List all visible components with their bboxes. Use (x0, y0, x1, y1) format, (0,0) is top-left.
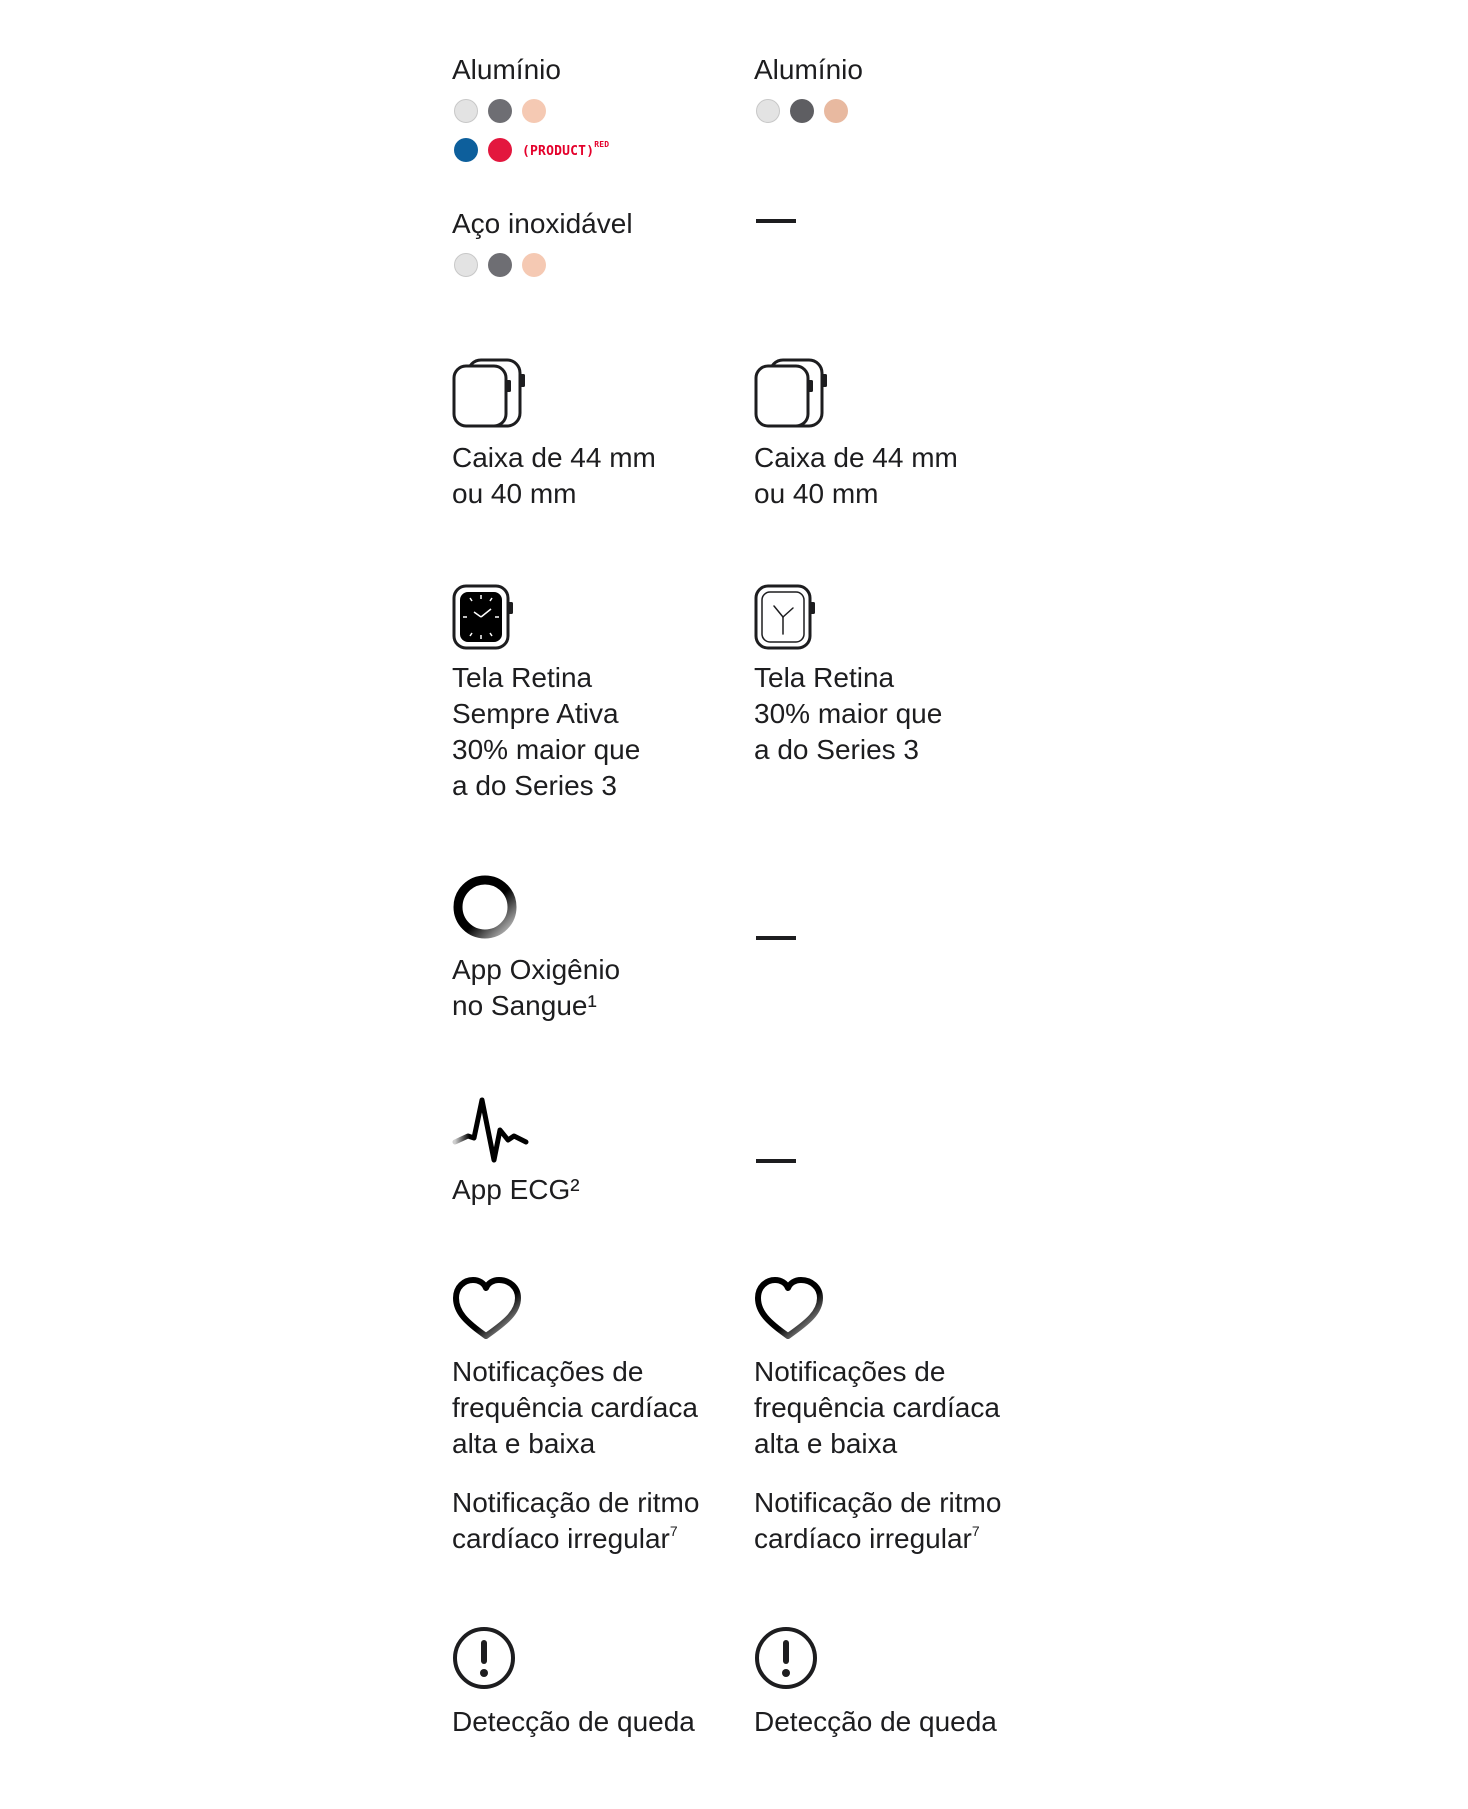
space-gray-swatch[interactable] (488, 99, 512, 123)
aluminum-swatches-row-2 (454, 138, 609, 162)
ecg-icon (452, 1094, 532, 1164)
gold-swatch[interactable] (824, 99, 848, 123)
blood-oxygen-text: App Oxigênio no Sangue¹ (452, 954, 621, 1021)
heart-rate-text-block (452, 1354, 742, 1462)
irregular-rhythm-block (754, 1485, 1044, 1557)
irregular-rhythm-text: Notificação de ritmo cardíaco irregular$^7$ (452, 1487, 700, 1554)
silver-swatch[interactable] (756, 99, 780, 123)
gold-swatch[interactable] (522, 253, 546, 277)
ecg-text: App ECG² (452, 1174, 580, 1205)
display-text-block (754, 660, 1044, 768)
fall-detection-icon (754, 1626, 824, 1696)
not-available-dash (756, 936, 796, 940)
blue-swatch[interactable] (454, 138, 478, 162)
footnote-marker[interactable]: 7 (971, 1523, 980, 1539)
aluminum-finish-group (452, 52, 742, 88)
fall-detection-text: Detecção de queda (452, 1706, 695, 1737)
ecg-text-block (452, 1172, 742, 1208)
fall-detection-text: Detecção de queda (754, 1706, 997, 1737)
watch-case-size-icon (754, 358, 830, 430)
retina-display-icon (754, 584, 816, 650)
gold-swatch[interactable] (522, 99, 546, 123)
steel-label: Aço inoxidável (452, 208, 633, 239)
aluminum-swatches-row-1 (454, 99, 556, 123)
irregular-rhythm-text: Notificação de ritmo cardíaco irregular$^7$ (754, 1487, 1002, 1554)
display-text-block (452, 660, 742, 804)
space-gray-swatch[interactable] (790, 99, 814, 123)
footnote-marker[interactable]: 7 (669, 1523, 678, 1539)
fall-detection-text-block (754, 1704, 1044, 1740)
display-text: Tela Retina Sempre Ativa 30% maior que a do Series 3 (452, 662, 641, 801)
fall-detection-text-block (452, 1704, 742, 1740)
product-red-logo: (PRODUCT)$^{RED}$ (522, 139, 610, 159)
heart-icon (452, 1276, 524, 1342)
aluminum-swatches (756, 99, 858, 123)
heart-rate-text: Notificações de frequência cardíaca alta e baixa (754, 1356, 1000, 1459)
watch-case-size-icon (452, 358, 528, 430)
case-size-text: Caixa de 44 mm ou 40 mm (452, 442, 656, 509)
blood-oxygen-text-block (452, 952, 742, 1024)
heart-rate-text: Notificações de frequência cardíaca alta e baixa (452, 1356, 698, 1459)
graphite-swatch[interactable] (488, 253, 512, 277)
display-text: Tela Retina 30% maior que a do Series 3 (754, 662, 943, 765)
case-size-text: Caixa de 44 mm ou 40 mm (754, 442, 958, 509)
case-size-text-block (452, 440, 742, 512)
steel-swatches (454, 253, 556, 277)
silver-swatch[interactable] (454, 253, 478, 277)
blood-oxygen-icon (452, 874, 522, 944)
heart-icon (754, 1276, 826, 1342)
always-on-display-icon (452, 584, 514, 650)
irregular-rhythm-block (452, 1485, 742, 1557)
aluminum-label: Alumínio (754, 54, 863, 85)
red-swatch[interactable] (488, 138, 512, 162)
aluminum-label: Alumínio (452, 54, 561, 85)
not-available-dash (756, 219, 796, 223)
not-available-dash (756, 1159, 796, 1163)
case-size-text-block (754, 440, 1044, 512)
fall-detection-icon (452, 1626, 522, 1696)
steel-finish-group (452, 206, 742, 242)
heart-rate-text-block (754, 1354, 1044, 1462)
aluminum-finish-group (754, 52, 1044, 88)
silver-swatch[interactable] (454, 99, 478, 123)
